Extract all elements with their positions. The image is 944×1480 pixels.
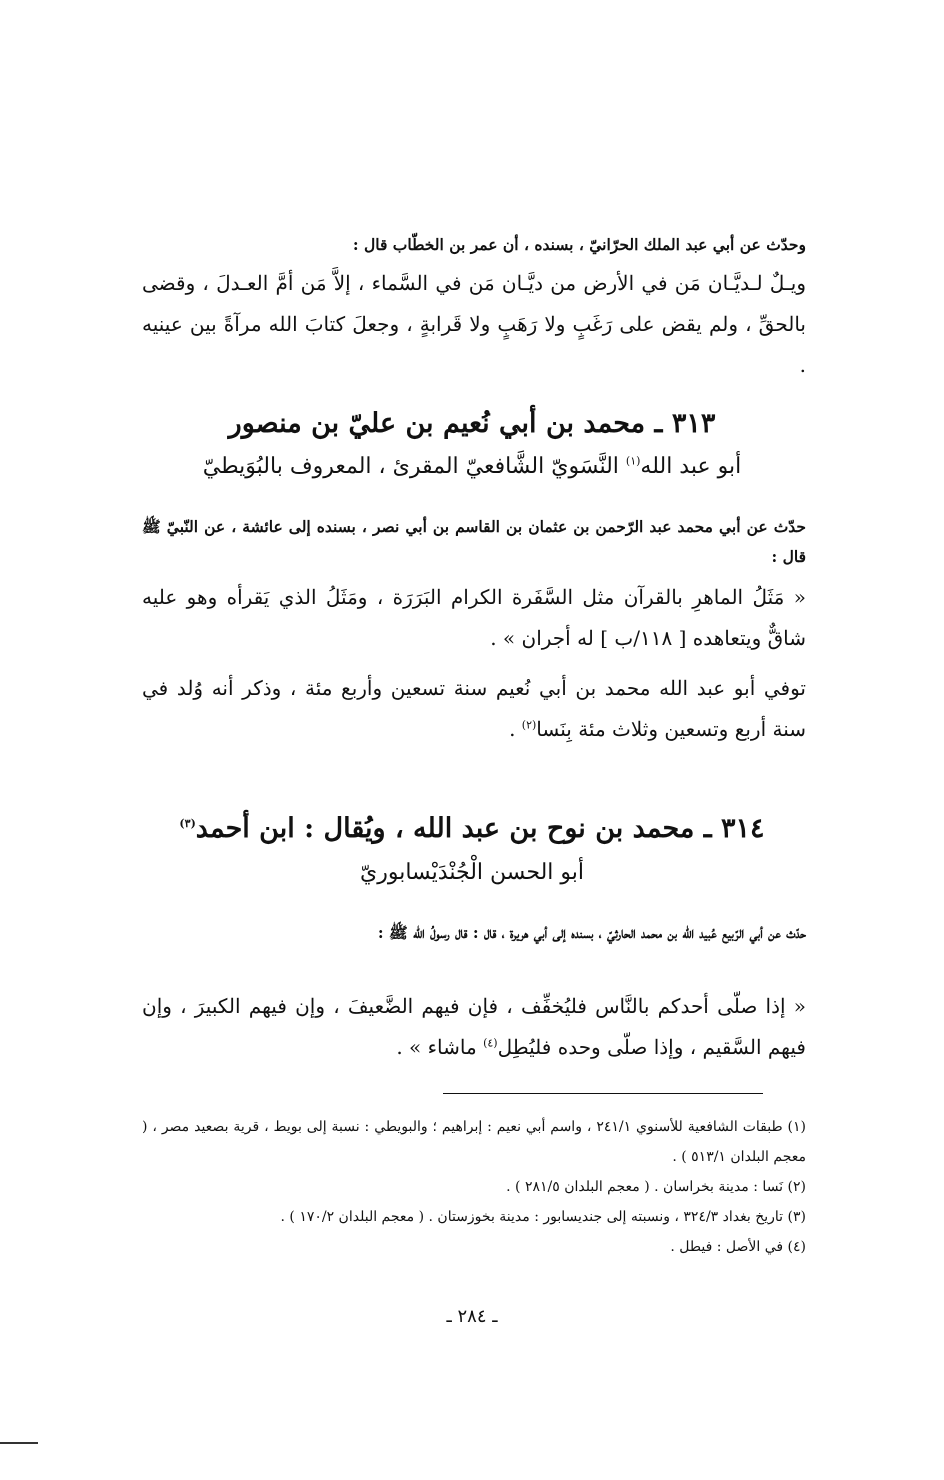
- footnote-ref-4: (٤): [483, 1036, 498, 1050]
- intro-matn: ويـلٌ لـديَّـان مَن في الأرض من ديَّـان مَن في السَّماء ، إلاَّ مَن أمَّ العـدلَ ، وقضى بالحقِّ ، ولم يقض على رَغَبٍ ولا رَهَبٍ ولا قَرابةٍ ، وجعلَ كتابَ الله مرآةً بين عينيه .: [142, 271, 806, 377]
- entry-314-title-text: ٣١٤ ـ محمد بن نوح بن عبد الله ، ويُقال : ابن أحمد: [195, 813, 765, 844]
- footnote-1: (١) طبقات الشافعية للأسنوي ٢٤١/١ ، واسم أبي نعيم : إبراهيم ؛ والبويطي : نسبة إلى بويط ، قرية بصعيد مصر ، ( معجم البلدان ٥١٣/١ ) .: [142, 1119, 807, 1165]
- entry-314-matn-end: ماشاء » .: [396, 1035, 484, 1059]
- footnotes-section: [142, 1112, 806, 1262]
- page-number: ـ ٢٨٤ ـ: [446, 1306, 498, 1327]
- entry-314-matn: [142, 986, 806, 1068]
- entry-314-subtitle: أبو الحسن الْجُنْدَيْسابوريّ: [360, 860, 584, 885]
- footnote-3: (٣) تاريخ بغداد ٣٢٤/٣ ، ونسبته إلى جنديسابور : مدينة بخوزستان . ( معجم البلدان ١٧٠/٢ ) .: [280, 1209, 806, 1225]
- footnote-4: (٤) في الأصل : فيطل .: [670, 1239, 806, 1255]
- entry-313-subtitle-kunya: أبو عبد الله: [640, 454, 742, 479]
- entry-314-isnad: حدّث عن أبي الرّبيع عُبيد الله بن محمد الحارثيّ ، بسنده إلى أبي هريرة ، قال : قال رسولُ الله ﷺ :: [377, 923, 806, 942]
- entry-314-title: [0, 808, 944, 850]
- entry-313-isnad: حدّث عن أبي محمد عبد الرّحمن بن عثمان بن القاسم بن أبي نصر ، بسنده إلى عائشة ، عن النّبيّ ﷺ قال :: [142, 517, 806, 566]
- footnote-ref-3: (٣): [179, 817, 196, 830]
- entry-313-death-text: توفي أبو عبد الله محمد بن أبي نُعيم سنة تسعين وأربع مئة ، وذكر أنه وُلد في سنة أربع وتسعين وثلاث مئة بِنَسا: [142, 676, 806, 741]
- footnote-ref-1: (١): [625, 454, 641, 468]
- footnote-2: (٢) نَسا : مدينة بخراسان . ( معجم البلدان ٢٨١/٥ ) .: [506, 1179, 806, 1195]
- entry-313-subtitle-nisba: النَّسَويّ الشَّافعيّ المقرئ ، المعروف بالبُوَيطيّ: [202, 454, 626, 479]
- scan-edge-mark: [0, 1442, 38, 1444]
- entry-313-death-note: [142, 668, 806, 750]
- entry-314-matn-text: « إذا صلّى أحدكم بالنَّاس فليُخفِّف ، فإن فيهم الضَّعيفَ ، وإن فيهم الكبيرَ ، وإن فيهم السَّقيم ، وإذا صلّى وحده فليُطِل: [142, 994, 806, 1059]
- entry-313-subtitle: [0, 447, 944, 487]
- entry-313-matn: « مَثَلُ الماهرِ بالقرآن مثل السَّفَرة الكرام البَرَرَة ، ومَثَلُ الذي يَقرأه وهو عليه شاقٌّ ويتعاهده [ ١١٨/ب ] له أجران » .: [142, 585, 806, 650]
- intro-isnad: وحدّث عن أبي عبد الملك الحرّانيّ ، بسنده ، أن عمر بن الخطّاب قال :: [352, 235, 806, 254]
- footnote-ref-2: (٢): [521, 718, 537, 732]
- footnote-divider: [443, 1093, 763, 1094]
- entry-313-title: ٣١٣ ـ محمد بن أبي نُعيم بن عليّ بن منصور: [228, 408, 716, 439]
- entry-313-death-end: .: [509, 717, 522, 741]
